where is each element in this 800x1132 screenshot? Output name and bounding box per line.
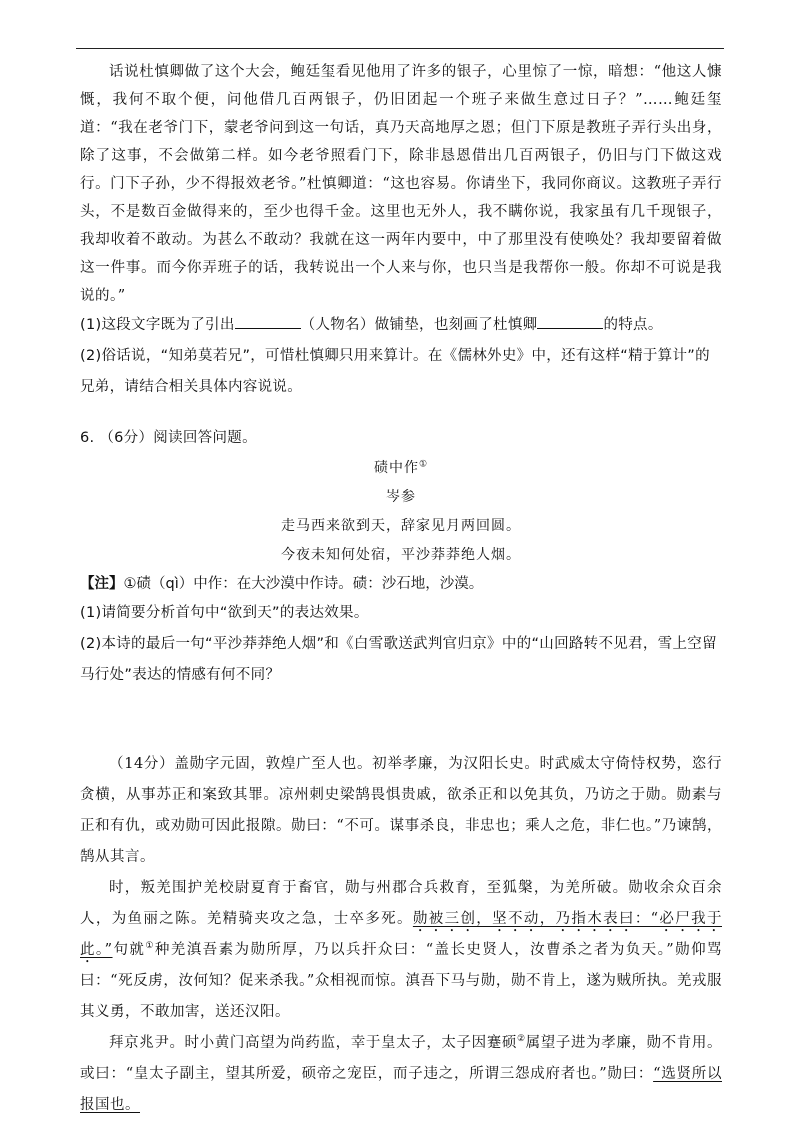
underlined-sentence-2: “选贤所以报国也。 bbox=[80, 1066, 722, 1113]
answer-blank-2[interactable] bbox=[537, 314, 603, 329]
poem-note: 【注】①碛（qì）中作：在大沙漠中作诗。碛：沙石地，沙漠。 bbox=[80, 576, 484, 592]
question-6-2: (2)本诗的最后一句“平沙莽莽绝人烟”和《白雪歌送武判官归京》中的“山回路转不见君，雪上空留马行处”表达的情感有何不同？ bbox=[80, 636, 717, 683]
classical-passage-para-3: 拜京兆尹。时小黄门高望为尚药监，幸于皇太子，太子因蹇硕②属望子进为孝廉，勋不肯用。或曰：“皇太子副主，望其所爱，硕帝之宠臣，而子违之，所谓三怨成府者也。”勋曰：“选贤所以报国也。 bbox=[80, 1034, 722, 1113]
poem-line-2: 今夜未知何处宿，平沙莽莽绝人烟。 bbox=[281, 547, 521, 563]
poem-title: 碛中作① bbox=[373, 459, 429, 476]
question-6-header: 6. （6分）阅读回答问题。 bbox=[80, 430, 257, 446]
classical-passage-para-2: 时，叛羌围护羌校尉夏育于畜官，勋与州郡合兵救育，至狐槃，为羌所破。勋收余众百余人，为鱼丽之陈。羌精骑夹攻之急，士卒多死。勋被三创，坚不动，乃指木表曰：“必尸我于此。”句就①种羌滇吾素为勋所厚，乃以兵扞众曰：“盖长史贤人，汝曹杀之者为负天。”勋仰骂曰：“死反虏，汝何知？促来杀我。”众相视而惊。滇吾下马与勋，勋不肯上，遂为贼所执。羌戎服其义勇，不敢加害，送还汉阳。 bbox=[80, 880, 723, 1020]
document-page bbox=[80, 58, 722, 1121]
question-6-1: (1)请简要分析首句中“欲到天”的表达效果。 bbox=[80, 605, 369, 621]
classical-passage-para-1: （14分）盖勋字元固，敦煌广至人也。初举孝廉，为汉阳长史。时武威太守倚恃权势，恣行贪横，从事苏正和案致其罪。凉州刺史梁鹄畏惧贵戚，欲杀正和以免其负，乃访之于勋。勋素与正和有仇，或劝勋可因此报隙。勋曰：“不可。谋事杀良，非忠也；乘人之危，非仁也。”乃谏鹄，鹄从其言。 bbox=[80, 756, 722, 865]
passage-excerpt: 话说杜慎卿做了这个大会，鲍廷玺看见他用了许多的银子，心里惊了一惊，暗想：“他这人慷慨，我何不取个便，问他借几百两银子，仍旧团起一个班子来做生意过日子？”……鲍廷玺道：“我在老爷门下，蒙老爷问到这一句话，真乃天高地厚之恩；但门下原是教班子弄行头出身，除了这事，不会做第二样。如今老爷照看门下，除非恳恩借出几百两银子，仍旧与门下做这戏行。门下子孙，少不得报效老爷。”杜慎卿道：“这也容易。你请坐下，我同你商议。这教班子弄行头，不是数百金做得来的，至少也得千金。这里也无外人，我不瞒你说，我家虽有几千现银子，我却收着不敢动。为甚么不敢动？我就在这一两年内要中，中了那里没有使唤处？我却要留着做这一件事。而今你弄班子的话，我转说出一个人来与你，也只当是我帮你一般。你却不可说是我说的。” bbox=[80, 64, 722, 304]
poem-author: 岑参 bbox=[386, 489, 416, 505]
underlined-sentence-1: 勋被三创，坚不动，乃指木表曰：“必尸我于此。” bbox=[80, 911, 722, 958]
answer-blank-1[interactable] bbox=[235, 314, 301, 329]
question-1: (1)这段文字既为了引出 （人物名）做铺垫，也刻画了杜慎卿 的特点。 bbox=[80, 310, 722, 341]
question-2: (2)俗话说，“知弟莫若兄”，可惜杜慎卿只用来算计。在《儒林外史》中，还有这样“精于算计”的兄弟，请结合相关具体内容说说。 bbox=[80, 348, 710, 395]
poem-line-1: 走马西来欲到天，辞家见月两回圆。 bbox=[281, 518, 521, 534]
header-rule bbox=[76, 48, 724, 49]
